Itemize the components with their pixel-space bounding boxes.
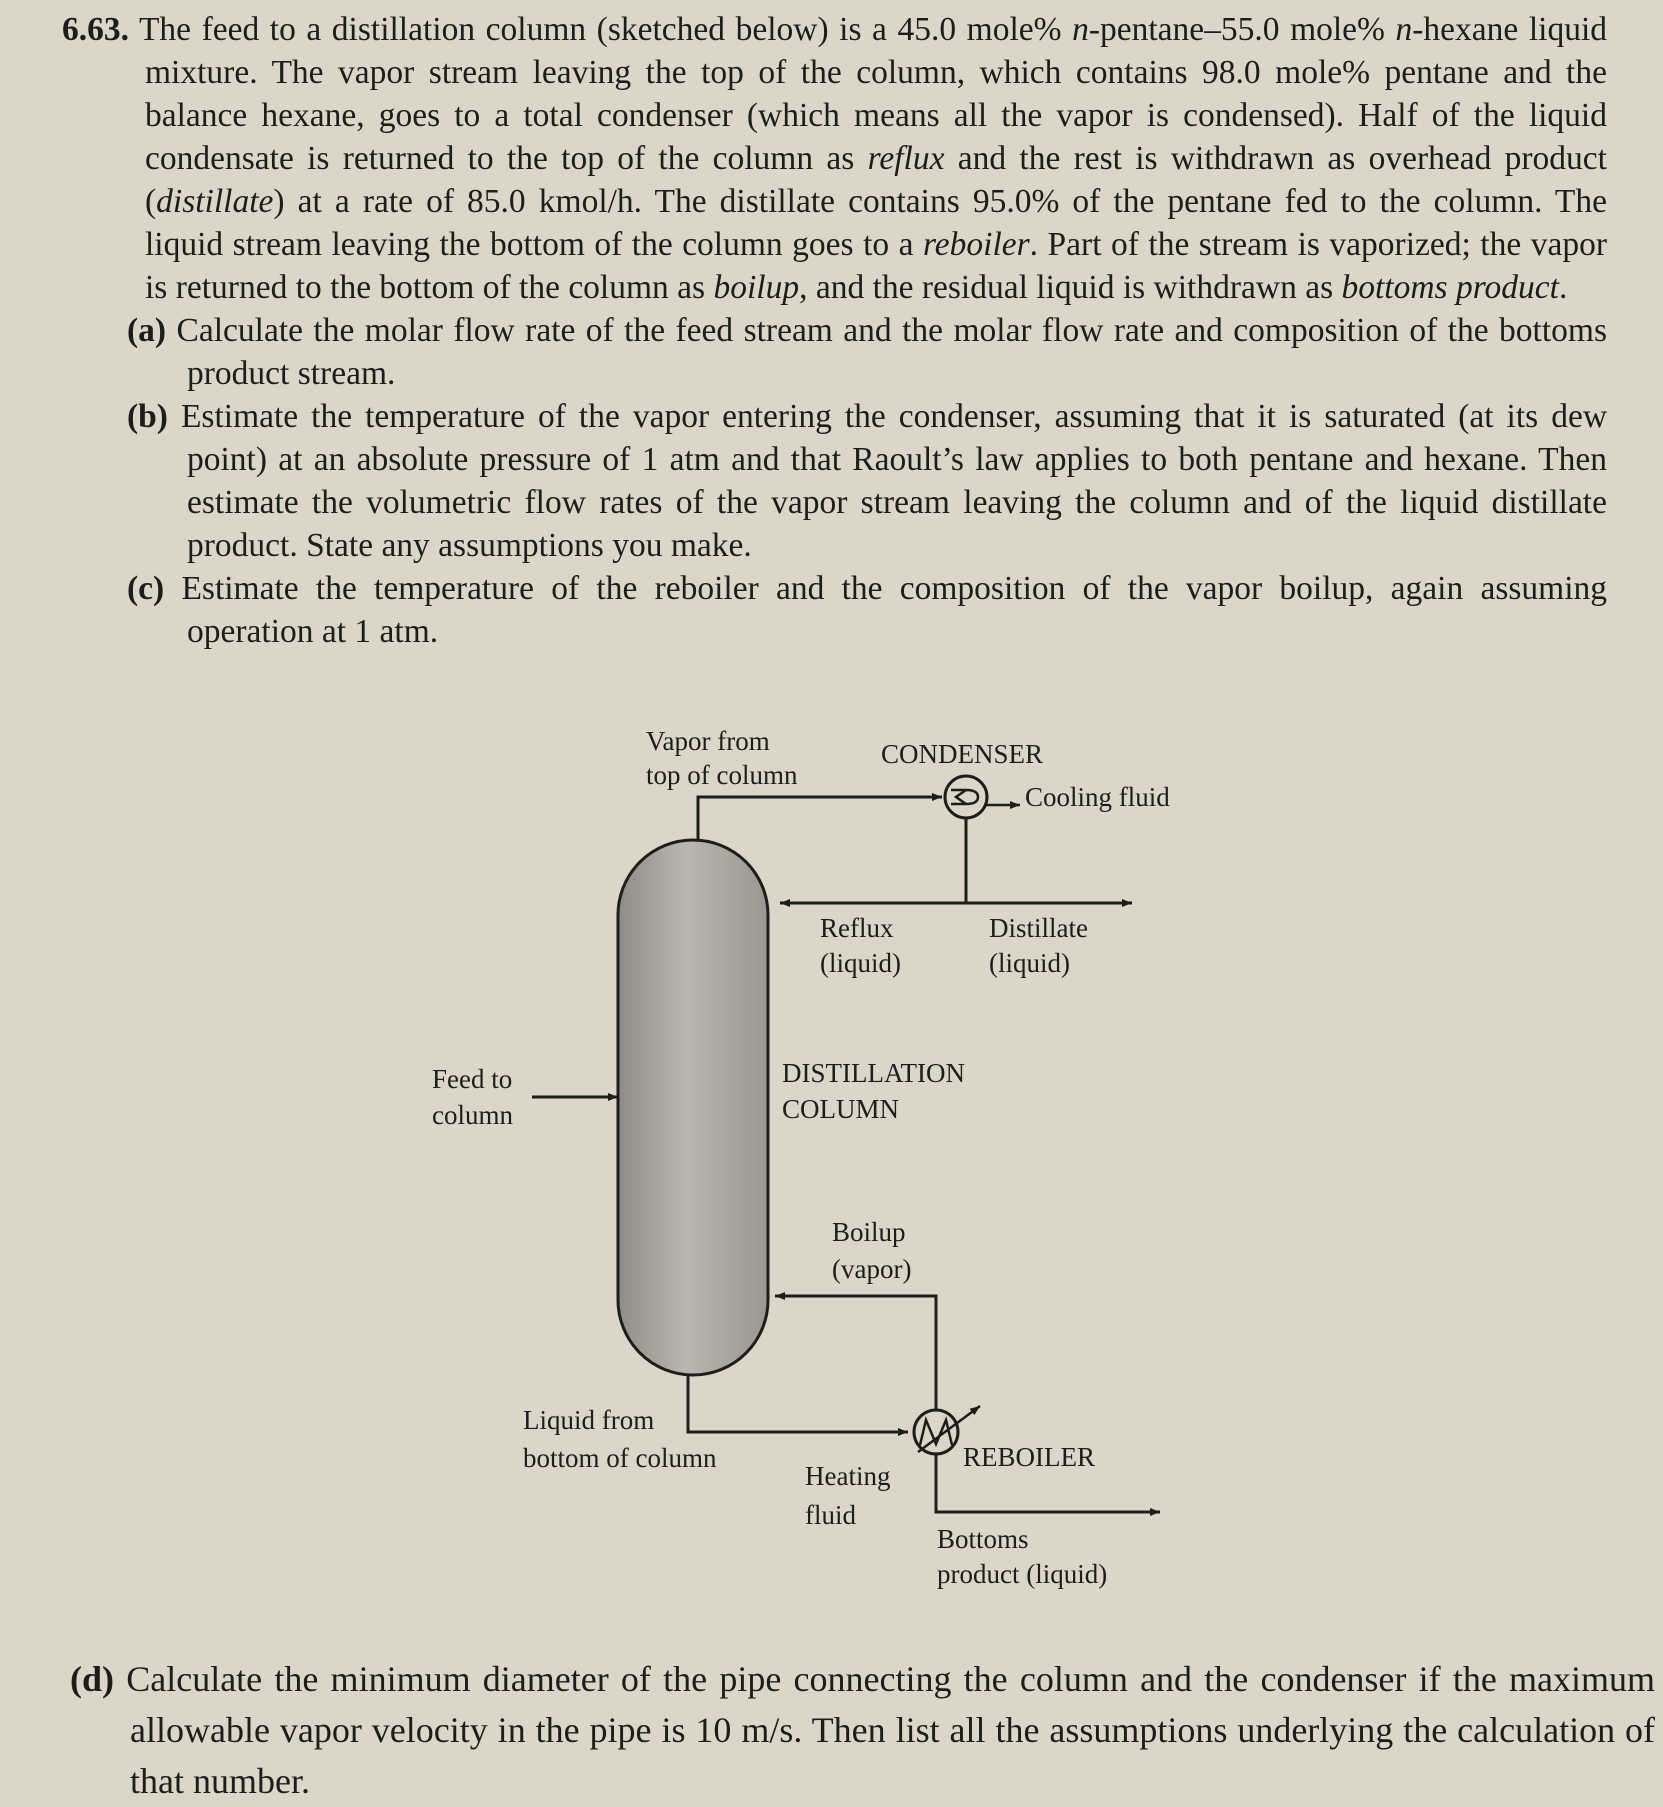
intro-text: distillate	[156, 183, 274, 220]
label-bottoms-product: product (liquid)	[937, 1559, 1108, 1589]
part-label: (d)	[70, 1659, 114, 1699]
intro-text: The feed to a distillation column (sketched below) is a 45.0 mole%	[138, 11, 1073, 48]
label-boilup: Boilup	[832, 1217, 906, 1247]
intro-text: boilup	[713, 269, 800, 306]
intro-text: , and the residual liquid is withdrawn as	[799, 269, 1342, 306]
part-label: (a)	[127, 312, 167, 349]
label-vapor-from: Vapor from	[646, 726, 770, 756]
label-reflux: (liquid)	[820, 948, 901, 978]
label-liquid-from-bottom: bottom of column	[523, 1443, 717, 1473]
label-heating-fluid: Heating	[805, 1461, 891, 1491]
label-vapor-from: top of column	[646, 760, 798, 790]
label-heating-fluid: fluid	[805, 1500, 856, 1530]
part-label: (b)	[127, 398, 168, 435]
problem-number: 6.63.	[62, 11, 129, 48]
intro-text: .	[1558, 269, 1568, 306]
bottoms-liquid-line	[688, 1375, 908, 1432]
intro-text: -hexane liquid mixture. The vapor stream leaving the top of the column, which contains 98.0 mole% pentane and the balance hexane, goes to a total condenser (which means all the vapor is condensed). Half of the liquid condensate is returned to the top of the column as	[145, 11, 1607, 177]
intro-text: . Part of the stream is vaporized; the vapor is returned to the bottom of the column as	[145, 226, 1607, 306]
vapor-line	[698, 797, 942, 840]
label-feed: Feed to	[432, 1064, 513, 1094]
label-distillation-column: DISTILLATION	[782, 1058, 965, 1088]
intro-text: ) at a rate of 85.0 kmol/h. The distillate contains 95.0% of the pentane fed to the column. The liquid stream leaving the bottom of the column goes to a	[145, 183, 1607, 263]
intro-text: reflux	[867, 140, 945, 177]
part-d	[70, 1654, 1655, 1807]
part-text: Estimate the temperature of the reboiler and the composition of the vapor boilup, again assuming operation at 1 atm.	[181, 570, 1608, 650]
intro-text: n	[1395, 11, 1413, 48]
label-distillate: Distillate	[989, 913, 1088, 943]
label-bottoms-product: Bottoms	[937, 1524, 1029, 1554]
condenser-icon	[945, 776, 987, 818]
intro-text: reboiler	[922, 226, 1030, 263]
intro-text: n	[1072, 11, 1089, 48]
intro-text: bottoms product	[1341, 269, 1559, 306]
label-boilup: (vapor)	[832, 1254, 912, 1284]
part-label: (c)	[127, 570, 165, 607]
label-condenser: CONDENSER	[881, 739, 1044, 769]
intro-text: and the rest is withdrawn as overhead product (	[145, 140, 1607, 220]
part-text: Calculate the molar flow rate of the feed stream and the molar flow rate and composition of the bottoms product stream.	[176, 312, 1607, 392]
label-feed: column	[432, 1100, 513, 1130]
label-distillation-column: COLUMN	[782, 1094, 900, 1124]
intro-text: -pentane–55.0 mole%	[1088, 11, 1396, 48]
label-reflux: Reflux	[820, 913, 894, 943]
label-distillate: (liquid)	[989, 948, 1070, 978]
label-reboiler: REBOILER	[963, 1442, 1095, 1472]
distillation-column-vessel	[618, 840, 768, 1375]
label-liquid-from-bottom: Liquid from	[523, 1405, 655, 1435]
boilup-line	[775, 1296, 936, 1410]
part-text: Estimate the temperature of the vapor entering the condenser, assuming that it is saturated (at its dew point) at an absolute pressure of 1 atm and that Raoult’s law applies to both pentane and hexane. Then estimate the volumetric flow rates of the vapor stream leaving the column and of the liquid distillate product. State any assumptions you make.	[180, 398, 1608, 564]
label-cooling-fluid: Cooling fluid	[1025, 782, 1170, 812]
part-text: Calculate the minimum diameter of the pipe connecting the column and the condenser if the maximum allowable vapor velocity in the pipe is 10 m/s. Then list all the assumptions underlying the calculation of that number.	[126, 1659, 1655, 1801]
